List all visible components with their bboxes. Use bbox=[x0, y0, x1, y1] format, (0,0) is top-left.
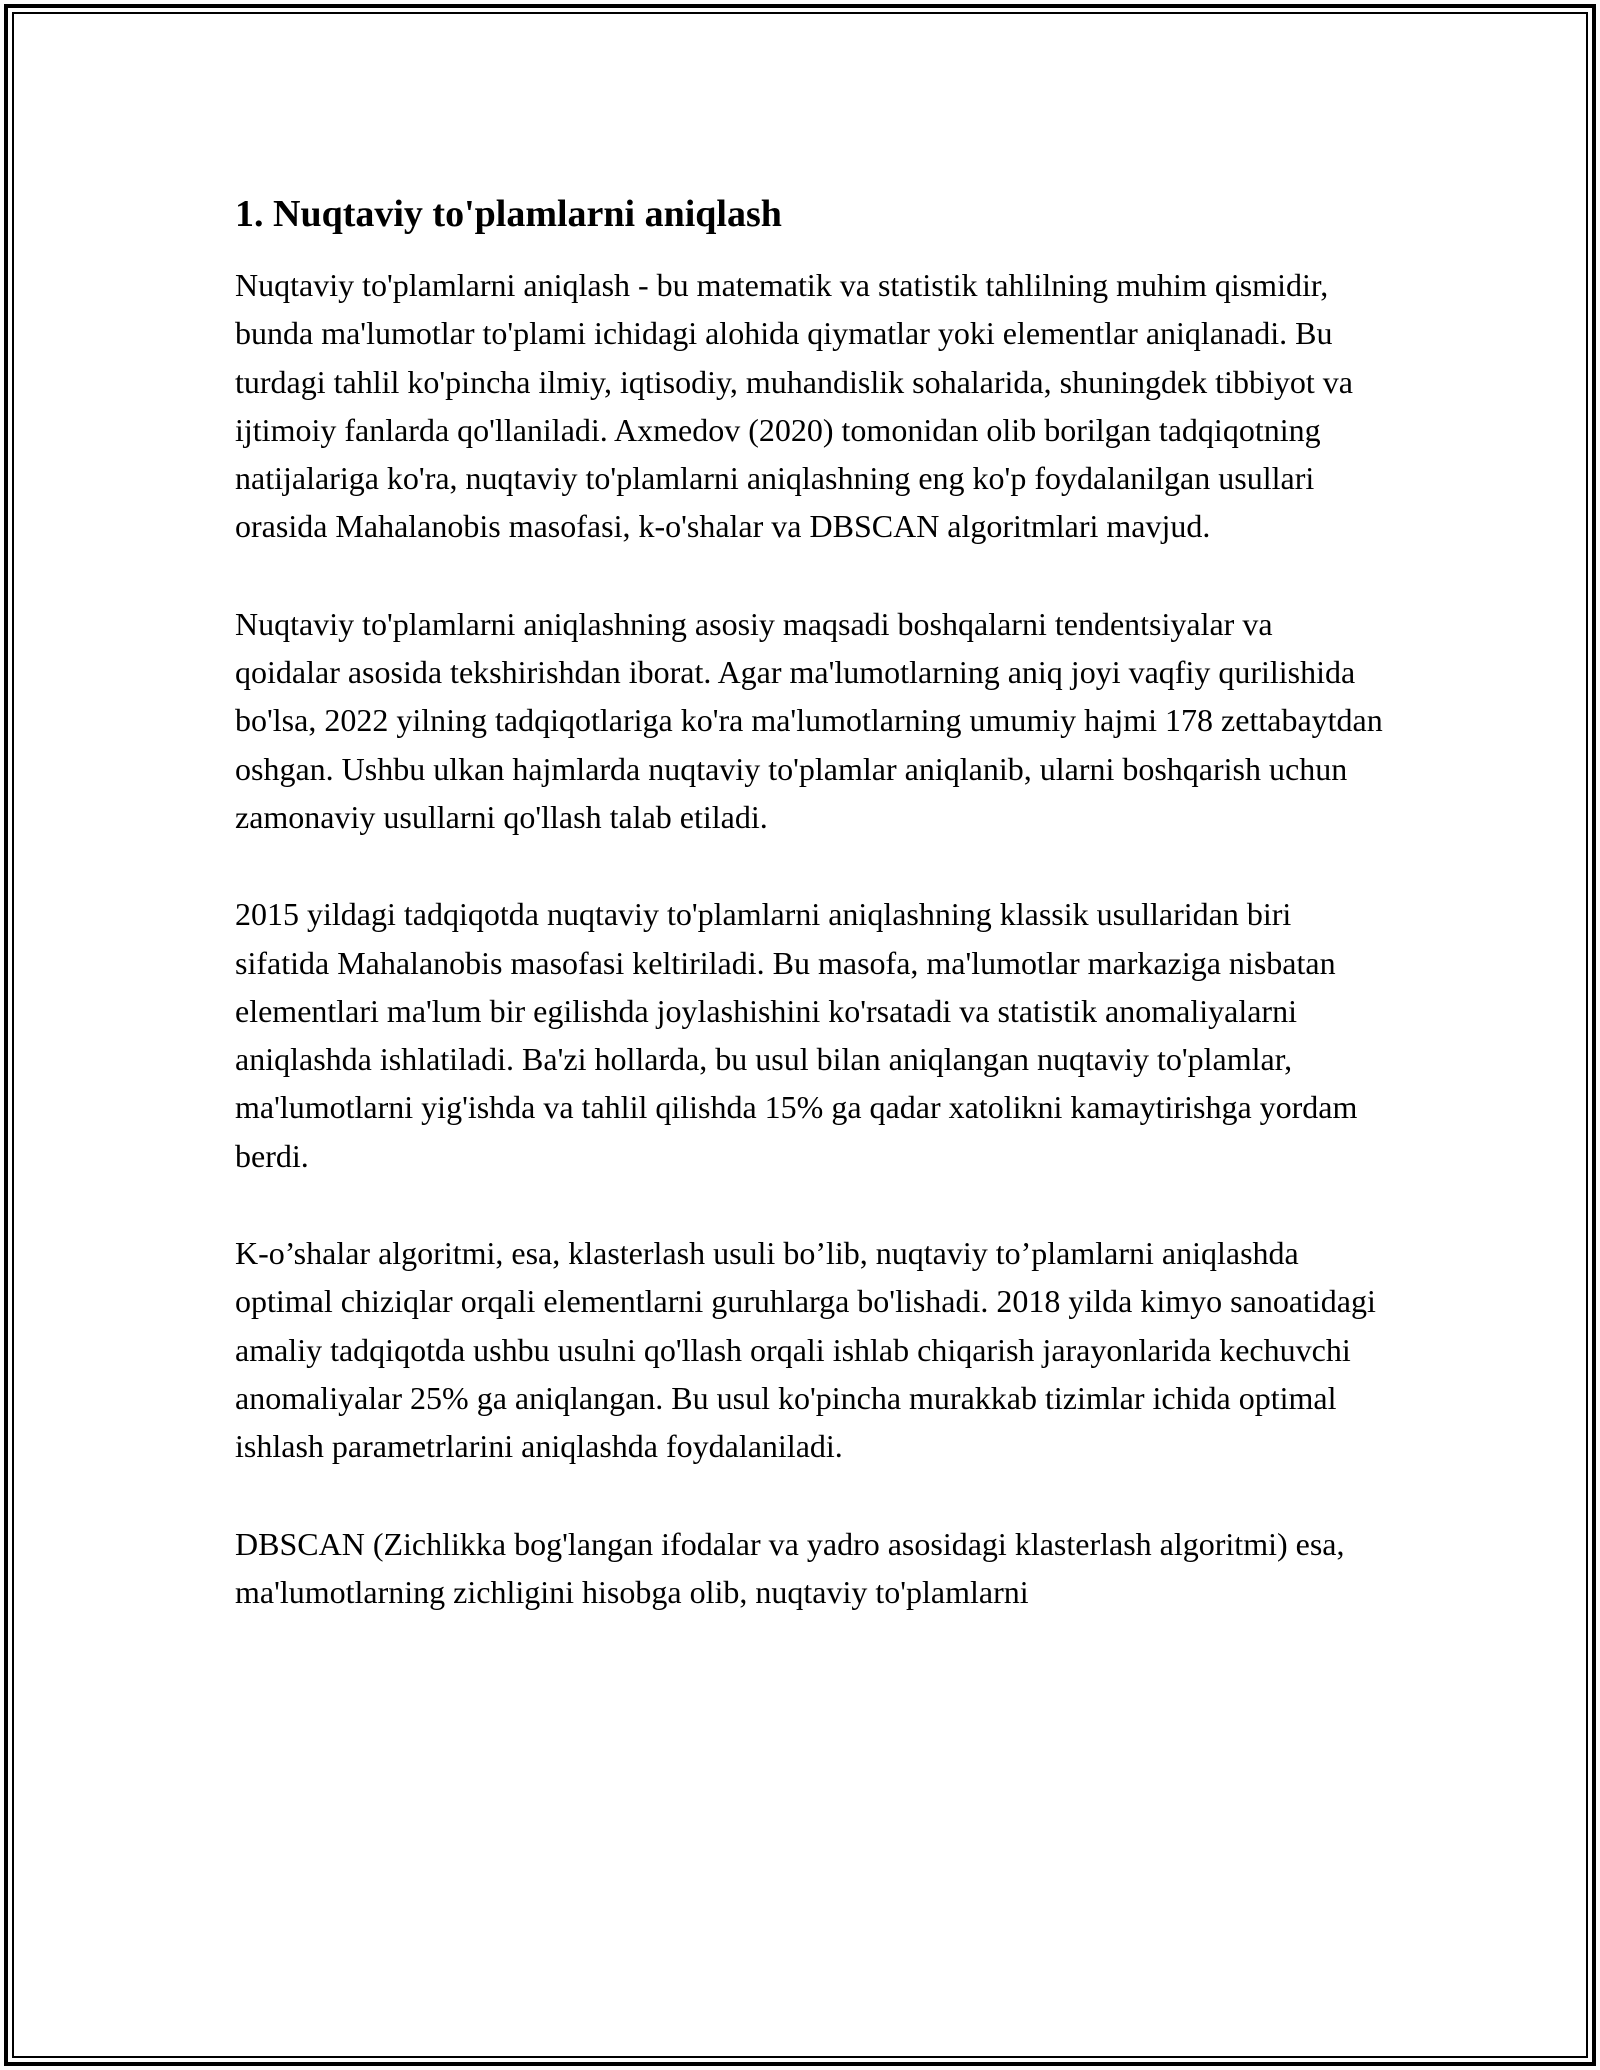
section-heading: 1. Nuqtaviy to'plamlarni aniqlash bbox=[235, 193, 782, 235]
paragraph-5: DBSCAN (Zichlikka bog'langan ifodalar va yadro asosidagi klasterlash algoritmi) esa, ma'lumotlarning zichligini hisobga olib, nuqtaviy to'plamlarni bbox=[235, 1525, 1345, 1610]
paragraph-4: K-o’shalar algoritmi, esa, klasterlash usuli bo’lib, nuqtaviy to’plamlarni aniqlashda optimal chiziqlar orqali elementlarni guruhlarga bo'lishadi. 2018 yilda kimyo sanoatidagi amaliy tadqiqotda ushbu usulni qo'llash orqali ishlab chiqarish jarayonlarida kechuvchi anomaliyalar 25% ga aniqlangan. Bu usul ko'pincha murakkab tizimlar ichida optimal ishlash parametrlarini aniqlashda foydalaniladi. bbox=[235, 1235, 1376, 1465]
paragraph-2: Nuqtaviy to'plamlarni aniqlashning asosiy maqsadi boshqalarni tendentsiyalar va qoidalar asosida tekshirishdan iborat. Agar ma'lumotlarning aniq joyi vaqfiy qurilishida bo'lsa, 2022 yilning tadqiqotlariga ko'ra ma'lumotlarning umumiy hajmi 178 zettabaytdan oshgan. Ushbu ulkan hajmlarda nuqtaviy to'plamlar aniqlanib, ularni boshqarish uchun zamonaviy usullarni qo'llash talab etiladi. bbox=[235, 605, 1383, 835]
paragraph-3: 2015 yildagi tadqiqotda nuqtaviy to'plamlarni aniqlashning klassik usullaridan biri sifatida Mahalanobis masofasi keltiriladi. Bu masofa, ma'lumotlar markaziga nisbatan elementlari ma'lum bir egilishda joylashishini ko'rsatadi va statistik anomaliyalarni aniqlashda ishlatiladi. Ba'zi hollarda, bu usul bilan aniqlangan nuqtaviy to'plamlar, ma'lumotlarni yig'ishda va tahlil qilishda 15% ga qadar xatolikni kamaytirishga yordam berdi. bbox=[235, 896, 1358, 1174]
paragraph-1: Nuqtaviy to'plamlarni aniqlash - bu matematik va statistik tahlilning muhim qismidir, bunda ma'lumotlar to'plami ichidagi alohida qiymatlar yoki elementlar aniqlanadi. Bu turdagi tahlil ko'pincha ilmiy, iqtisodiy, muhandislik sohalarida, shuningdek tibbiyot va ijtimoiy fanlarda qo'llaniladi. Axmedov (2020) tomonidan olib borilgan tadqiqotning natijalariga ko'ra, nuqtaviy to'plamlarni aniqlashning eng ko'p foydalanilgan usullari orasida Mahalanobis masofasi, k-o'shalar va DBSCAN algoritmlari mavjud. bbox=[235, 267, 1353, 545]
document-body bbox=[235, 185, 1385, 1665]
